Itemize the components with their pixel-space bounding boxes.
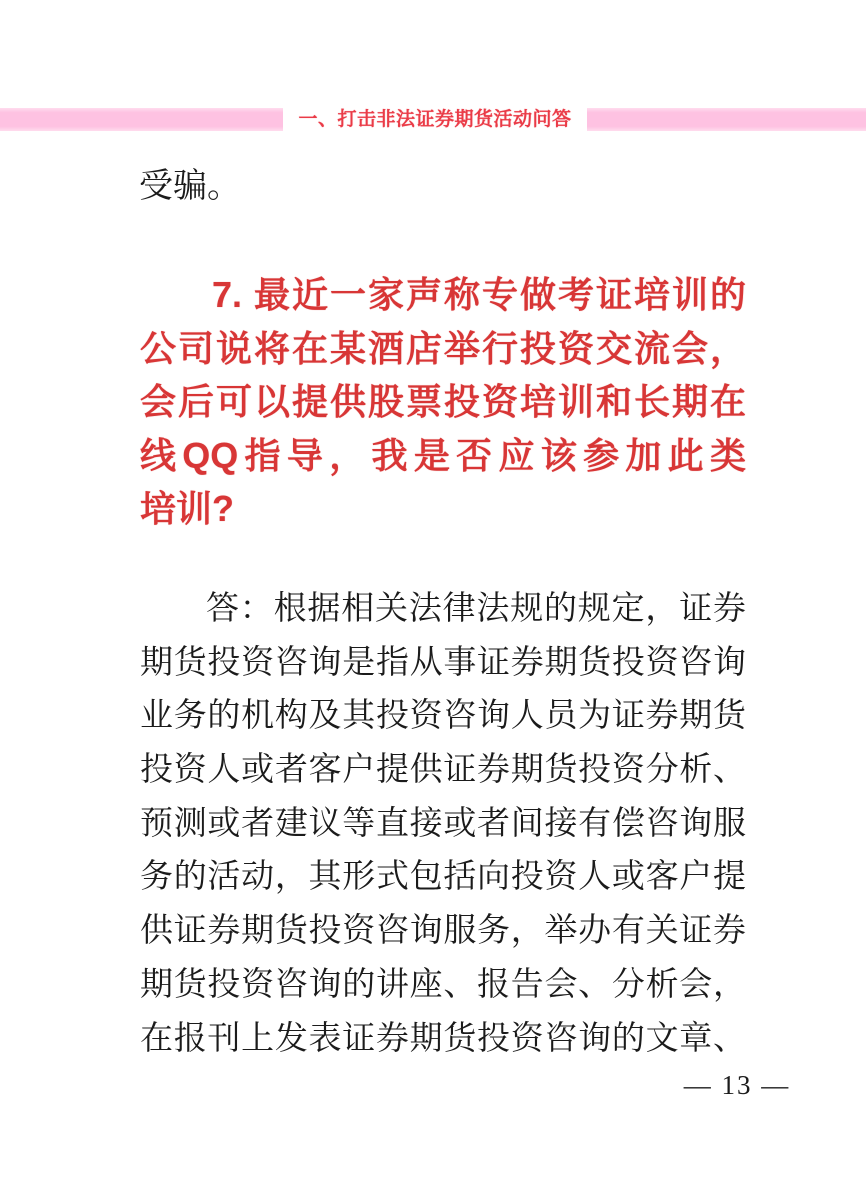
header-pink-bar-right: [587, 108, 866, 131]
answer-line: 期货投资咨询是指从事证券期货投资咨询: [140, 644, 746, 681]
running-header: [0, 108, 866, 131]
answer-line: 期货投资咨询的讲座、报告会、分析会，: [140, 966, 746, 1003]
answer-line: 供证券期货投资咨询服务，举办有关证券: [140, 913, 746, 950]
answer-line: 预测或者建议等直接或者间接有偿咨询服: [140, 805, 746, 842]
answer-line: 在报刊上发表证券期货投资咨询的文章、: [140, 1020, 746, 1057]
question-heading: [140, 268, 746, 536]
answer-line: 业务的机构及其投资咨询人员为证券期货: [140, 698, 746, 735]
answer-line: 答：根据相关法律法规的规定，证券: [206, 591, 746, 627]
answer-line: 务的活动，其形式包括向投资人或客户提: [140, 859, 746, 896]
answer-paragraph: [140, 583, 746, 1066]
question-line: 公司说将在某酒店举行投资交流会，: [140, 327, 746, 369]
question-line: 7. 最近一家声称专做考证培训的: [212, 274, 746, 315]
header-pink-bar-left: [0, 108, 283, 131]
question-line: 培训?: [140, 488, 234, 530]
page-number: — 13 —: [683, 1070, 791, 1100]
question-line: 线QQ指导，我是否应该参加此类: [140, 434, 746, 476]
answer-line: 投资人或者客户提供证券期货投资分析、: [140, 752, 746, 789]
question-line: 会后可以提供股票投资培训和长期在: [140, 381, 746, 423]
chapter-title: 一、打击非法证券期货活动问答: [298, 109, 572, 130]
previous-paragraph-tail: 受骗。: [139, 168, 241, 205]
